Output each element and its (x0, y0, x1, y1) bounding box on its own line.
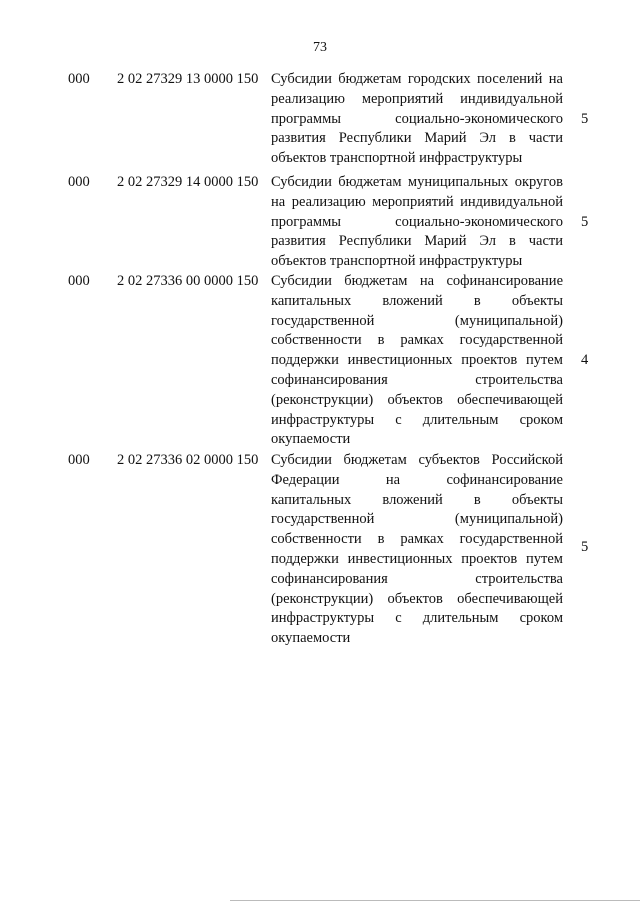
name-line: окупаемости (271, 630, 351, 647)
name-line: Субсидии бюджетам на софинансирование (271, 273, 563, 289)
criterion-value: 5 (581, 111, 589, 127)
name-line: программы социально-экономического (271, 213, 563, 230)
name-line: поддержки инвестиционных проектов путем (271, 352, 563, 369)
name-line: поддержки инвестиционных проектов путем (271, 550, 563, 567)
name-line: (реконструкции) объектов обеспечивающей (271, 590, 563, 607)
admin-code: 000 (68, 273, 90, 289)
name-line: развития Республики Марий Эл в части (271, 233, 563, 250)
income-name (271, 451, 563, 649)
name-line: реализацию мероприятий индивидуальной (271, 90, 563, 107)
name-line: Субсидии бюджетам субъектов Российской (271, 452, 563, 468)
admin-code: 000 (68, 174, 90, 190)
name-line: собственности в рамках государственной (271, 332, 563, 349)
name-line: государственной (муниципальной) (271, 511, 563, 528)
admin-code: 000 (68, 71, 90, 87)
income-name (271, 272, 563, 450)
income-name (271, 173, 563, 272)
criterion-value: 5 (581, 539, 589, 555)
budget-code: 2 02 27336 00 0000 150 (117, 273, 259, 289)
name-line: на реализацию мероприятий индивидуальной (271, 193, 563, 210)
name-line: софинансирования строительства (271, 570, 563, 587)
budget-code: 2 02 27329 14 0000 150 (117, 174, 259, 190)
name-line: объектов транспортной инфраструктуры (271, 150, 523, 167)
page-number: 73 (313, 40, 327, 55)
name-line: объектов транспортной инфраструктуры (271, 253, 523, 270)
name-line: (реконструкции) объектов обеспечивающей (271, 391, 563, 408)
scan-edge-line (230, 900, 640, 901)
admin-code: 000 (68, 452, 90, 468)
name-line: Субсидии бюджетам муниципальных округов (271, 174, 563, 190)
budget-code: 2 02 27329 13 0000 150 (117, 71, 259, 87)
name-line: инфраструктуры с длительным сроком (271, 610, 563, 627)
budget-code: 2 02 27336 02 0000 150 (117, 452, 259, 468)
criterion-value: 4 (581, 352, 589, 368)
income-name (271, 70, 563, 169)
name-line: капитальных вложений в объекты (271, 292, 563, 309)
name-line: Субсидии бюджетам городских поселений на (271, 71, 563, 87)
criterion-value: 5 (581, 214, 589, 230)
name-line: государственной (муниципальной) (271, 312, 563, 329)
name-line: капитальных вложений в объекты (271, 491, 563, 508)
name-line: окупаемости (271, 431, 351, 448)
name-line: программы социально-экономического (271, 110, 563, 127)
name-line: Федерации на софинансирование (271, 471, 563, 488)
name-line: софинансирования строительства (271, 371, 563, 388)
name-line: собственности в рамках государственной (271, 531, 563, 548)
name-line: развития Республики Марий Эл в части (271, 130, 563, 147)
name-line: инфраструктуры с длительным сроком (271, 411, 563, 428)
